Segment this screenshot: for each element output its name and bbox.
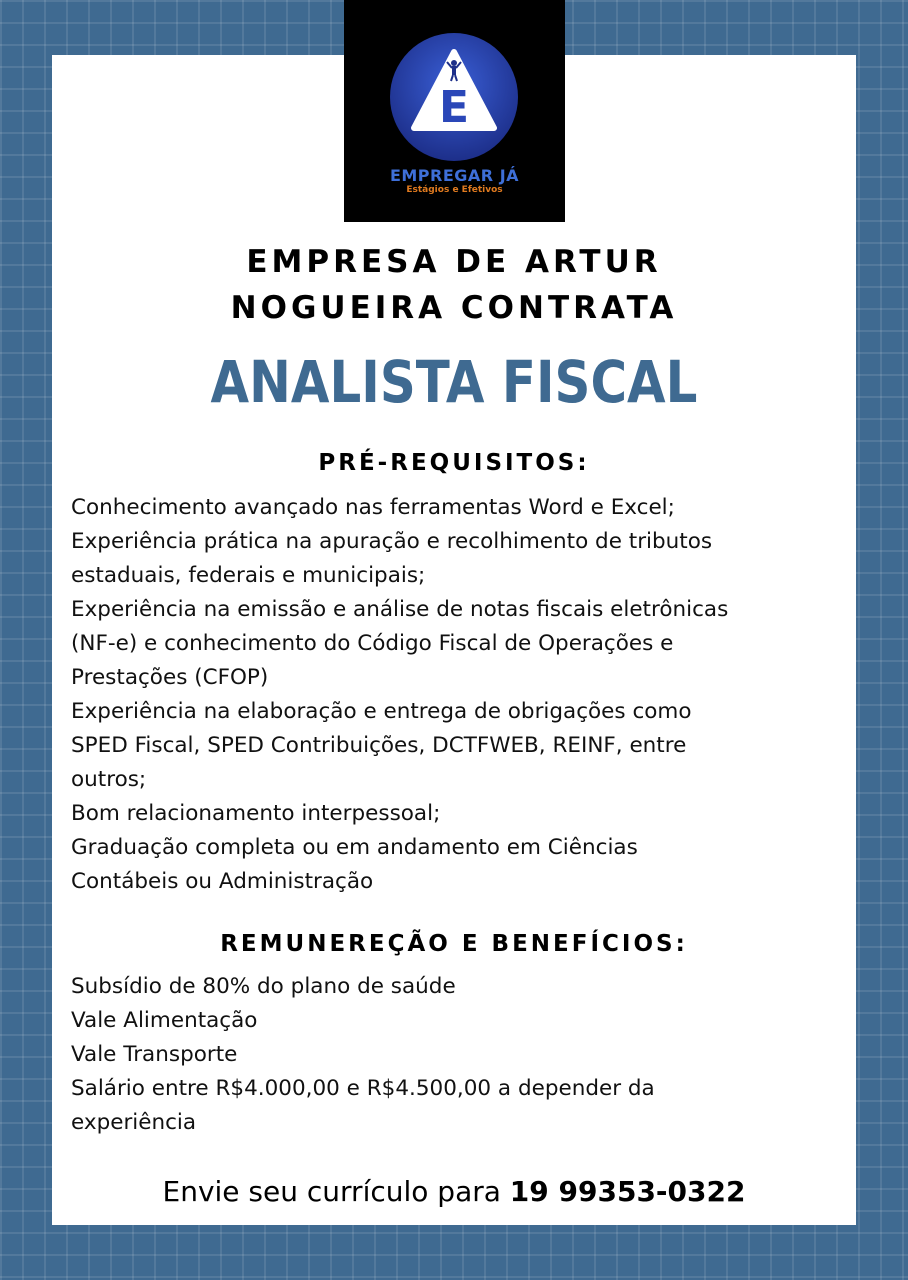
- contact-line: [52, 1170, 856, 1214]
- requirement-line: estaduais, federais e municipais;: [71, 563, 426, 588]
- requirement-line: SPED Fiscal, SPED Contribuições, DCTFWEB, REINF, entre: [71, 733, 687, 758]
- benefits-list: [71, 970, 851, 1140]
- company-line-1: EMPRESA DE ARTUR: [246, 244, 662, 280]
- requirement-line: Contábeis ou Administração: [71, 869, 374, 894]
- requirement-line: Conhecimento avançado nas ferramentas Word e Excel;: [71, 495, 675, 520]
- logo-tagline: Estágios e Efetivos: [406, 185, 503, 195]
- requirements-list: [71, 491, 851, 899]
- requirement-line: Graduação completa ou em andamento em Ciências: [71, 835, 638, 860]
- requirement-line: outros;: [71, 767, 147, 792]
- company-line-2: NOGUEIRA CONTRATA: [230, 290, 678, 326]
- requirement-line: Bom relacionamento interpessoal;: [71, 801, 441, 826]
- company-logo: [344, 0, 565, 222]
- contact-phone[interactable]: 19 99353-0322: [509, 1175, 746, 1208]
- benefit-line: experiência: [71, 1110, 197, 1135]
- requirements-heading: PRÉ-REQUISITOS:: [318, 450, 590, 476]
- requirement-line: Experiência prática na apuração e recolhimento de tributos: [71, 529, 713, 554]
- requirement-line: Prestações (CFOP): [71, 665, 269, 690]
- benefit-line: Salário entre R$4.000,00 e R$4.500,00 a depender da: [71, 1076, 655, 1101]
- benefits-heading: REMUNEREÇÃO E BENEFÍCIOS:: [220, 931, 688, 957]
- logo-name: EMPREGAR JÁ: [389, 166, 520, 185]
- requirement-line: Experiência na elaboração e entrega de obrigações como: [71, 699, 692, 724]
- contact-prefix: Envie seu currículo para: [162, 1175, 510, 1208]
- benefit-line: Subsídio de 80% do plano de saúde: [71, 974, 456, 999]
- requirement-line: Experiência na emissão e análise de notas fiscais eletrônicas: [71, 597, 729, 622]
- job-title: ANALISTA FISCAL: [210, 348, 698, 416]
- benefit-line: Vale Alimentação: [71, 1008, 258, 1033]
- logo-letter: E: [438, 82, 470, 133]
- requirement-line: (NF-e) e conhecimento do Código Fiscal de Operações e: [71, 631, 674, 656]
- benefit-line: Vale Transporte: [71, 1042, 238, 1067]
